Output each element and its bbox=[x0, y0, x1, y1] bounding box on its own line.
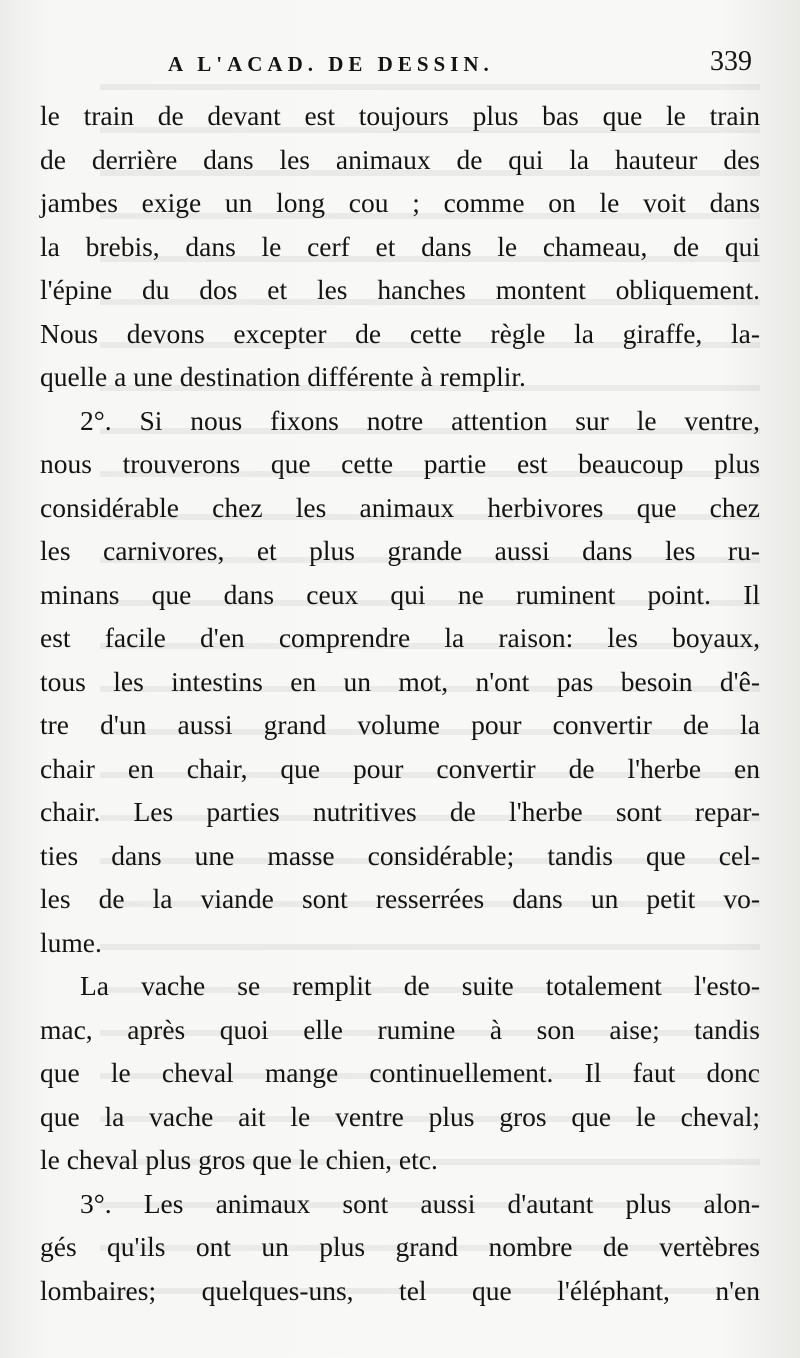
text-line: de derrière dans les animaux de qui la hauteur des bbox=[40, 143, 760, 175]
text-line: considérable chez les animaux herbivores que chez bbox=[40, 491, 760, 523]
text-line: les de la viande sont resserrées dans un petit vo- bbox=[40, 883, 760, 914]
paragraph bbox=[40, 399, 760, 965]
text-line: l'épine du dos et les hanches montent obliquement. bbox=[40, 274, 760, 305]
text-line: chair en chair, que pour convertir de l'herbe en bbox=[40, 752, 760, 784]
paragraph bbox=[40, 94, 760, 399]
text-line: le cheval plus gros que le chien, etc. bbox=[40, 1144, 438, 1175]
text-line: lume. bbox=[40, 926, 102, 958]
text-line: ties dans une masse considérable; tandis que cel- bbox=[40, 839, 760, 871]
text-line: 2°. Si nous fixons notre attention sur le ventre, bbox=[80, 404, 760, 436]
text-line: le train de devant est toujours plus bas que le train bbox=[40, 100, 760, 131]
text-line: tre d'un aussi grand volume pour convertir de la bbox=[40, 709, 760, 740]
text-line: la brebis, dans le cerf et dans le chameau, de qui bbox=[40, 230, 760, 262]
text-line: que la vache ait le ventre plus gros que le cheval; bbox=[40, 1100, 760, 1132]
text-line: La vache se remplit de suite totalement l'esto- bbox=[80, 970, 760, 1001]
paragraph bbox=[40, 964, 760, 1182]
text-line: les carnivores, et plus grande aussi dans les ru- bbox=[40, 535, 760, 566]
text-line: nous trouverons que cette partie est beaucoup plus bbox=[40, 448, 760, 479]
text-line: chair. Les parties nutritives de l'herbe sont repar- bbox=[40, 796, 760, 827]
text-line: quelle a une destination différente à remplir. bbox=[40, 361, 526, 392]
text-line: tous les intestins en un mot, n'ont pas besoin d'ê- bbox=[40, 665, 760, 697]
page-number: 339 bbox=[710, 46, 752, 77]
page-header bbox=[0, 44, 800, 84]
text-line: jambes exige un long cou ; comme on le voit dans bbox=[40, 187, 760, 218]
text-line: minans que dans ceux qui ne ruminent point. Il bbox=[40, 578, 760, 610]
running-head: A L'ACAD. DE DESSIN. bbox=[168, 52, 494, 76]
text-line: que le cheval mange continuellement. Il faut donc bbox=[40, 1057, 760, 1088]
text-line: est facile d'en comprendre la raison: les boyaux, bbox=[40, 622, 760, 653]
text-line: mac, après quoi elle rumine à son aise; tandis bbox=[40, 1013, 760, 1045]
paragraph bbox=[40, 1182, 760, 1313]
text-line: gés qu'ils ont un plus grand nombre de vertèbres bbox=[40, 1231, 760, 1262]
text-line: 3°. Les animaux sont aussi d'autant plus alon- bbox=[80, 1187, 760, 1219]
text-line: Nous devons excepter de cette règle la giraffe, la- bbox=[40, 317, 760, 349]
body-text bbox=[40, 94, 760, 1312]
text-line: lombaires; quelques-uns, tel que l'éléphant, n'en bbox=[40, 1274, 760, 1306]
